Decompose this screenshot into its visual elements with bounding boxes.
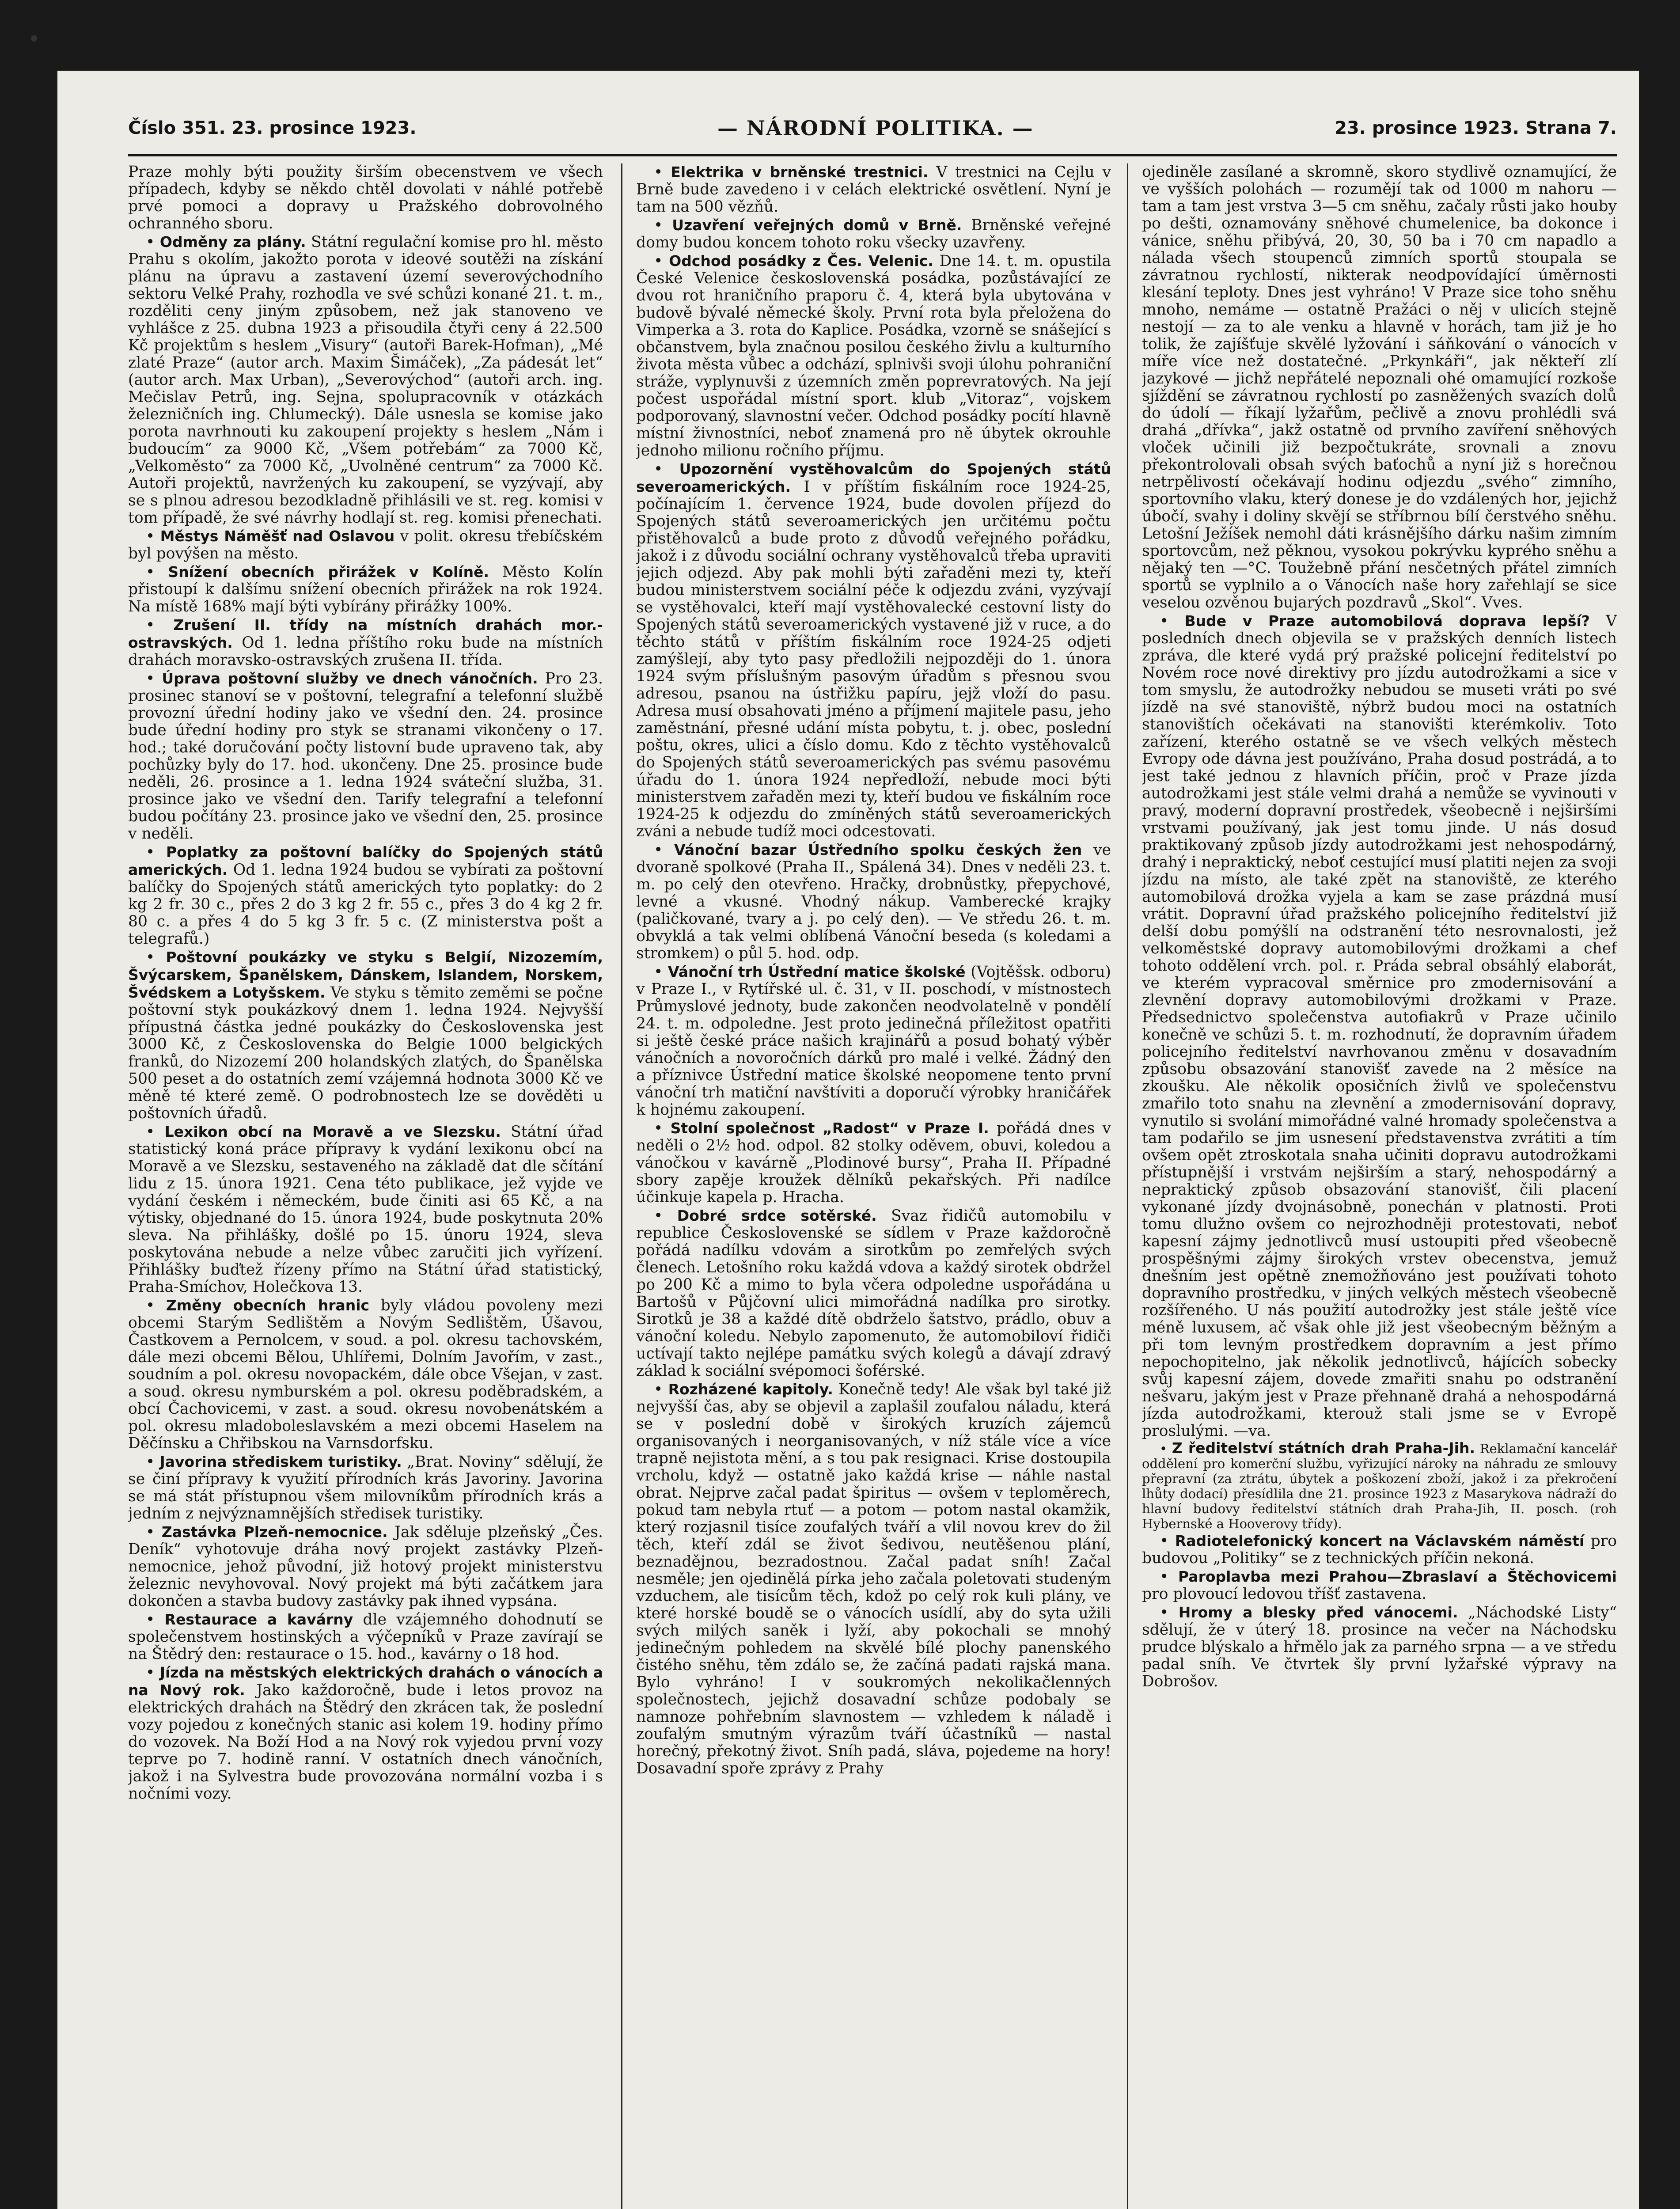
article-heading: Poštovní poukázky ve styku s Belgií, Nizozemím, Švýcarskem, Španělskem, Dánskem, Islandem, Norskem, Švédskem a Lotyšskem. (128, 949, 603, 1001)
article-text: Praze mohly býti použity širším obecenstvem ve všech případech, kdyby se někdo chtěl dovolati v náhlé potřebě prvé pomoci a dopravy u Pražského dobrovolného ochranného sboru. (128, 163, 603, 232)
article-text: „Brat. Noviny“ sdělují, že se činí přípravy k využití přírodních krás Javoriny. Javorina se má stát přístupnou všem milovníkům přírodních krás a jedním z nejvýznamnějších středisek turistiky. (128, 1453, 603, 1522)
article-text: Státní regulační komise pro hl. město Prahu s okolím, jakožto porota v ideové soutěži na získání plánu na úpravu a zastavení území severovýchodního sektoru Velké Prahy, rozhodla ve své schůzi konané 21. t. m., rozděliti ceny jiným způsobem, než jak stanoveno ve vyhlášce z 25. dubna 1923 a přisoudila čtyři ceny á 22.500 Kč projektům s heslem „Visury“ (autoři Barek-Hofman), „Mé zlaté Praze“ (autor arch. Maxim Šimáček), „Za pádesát let“ (autor arch. Max Urban), „Severovýchod“ (autoři arch. ing. Mečislav Petrů, ing. Sejna, spolupracovník v otázkách železničních ing. Chlumecký). Dále usnesla se komise jako porota navrhnouti ku zakoupení projekty s heslem „Nám i budoucím“ za 9000 Kč, „Všem potřebám“ za 7000 Kč, „Velkoměsto“ za 7000 Kč, „Uvolněné centrum“ za 7000 Kč. Autoři projektů, navržených ku zakoupení, se vyzývají, aby se s plnou adresou bezodkladně přihlásili ve st. reg. komisi v tom případě, že své návrhy hodlají st. reg. komisi přenechati. (128, 233, 603, 527)
article-text: Státní úřad statistický koná práce přípravy k vydání lexikonu obcí na Moravě a ve Slezsku, sestaveného na základě dat dle sčítání lidu z 15. února 1921. Cena této publikace, jež vyjde ve vydání českém i německém, bude činiti asi 65 Kč, a na výtisky, objednané do 15. února 1924, bude poskytnuta 20% sleva. Na přihlášky, došlé po 15. únoru 1924, sleva poskytována nebude a nelze vůbec zaručiti jich vyřízení. Přihlášky buďtež řízeny přímo na Státní úřad statistický, Praha-Smíchov, Holečkova 13. (128, 1123, 603, 1296)
article-paragraph (1142, 163, 1617, 611)
column-2 (636, 163, 1111, 2209)
article-text: Brněnské veřejné domy budou koncem tohoto roku všecky uzavřeny. (636, 216, 1111, 251)
article-heading: Restaurace a kavárny (164, 1611, 353, 1628)
article-paragraph: • Lexikon obcí na Moravě a ve Slezsku. Státní úřad statistický koná práce přípravy k vydání lexikonu obcí na Moravě a ve Slezsku, sestaveného na základě dat dle sčítání lidu z 15. února 1921. Cena této publikace, jež vyjde ve vydání českém i německém, bude činiti asi 65 Kč, a na výtisky, objednané do 15. února 1924, bude poskytnuta 20% sleva. Na přihlášky, došlé po 15. únoru 1924, sleva poskytována nebude a nelze vůbec zaručiti jich vyřízení. Přihlášky buďtež řízeny přímo na Státní úřad statistický, Praha-Smíchov, Holečkova 13. (128, 1123, 603, 1296)
article-heading: Jízda na městských elektrických drahách o vánocích a na Nový rok. (128, 1664, 603, 1699)
article-paragraph: • Odměny za plány. Státní regulační komise pro hl. město Prahu s okolím, jakožto porota v ideové soutěži na získání plánu na úpravu a zastavení území severovýchodního sektoru Velké Prahy, rozhodla ve své schůzi konané 21. t. m., rozděliti ceny jiným způsobem, než jak stanoveno ve vyhlášce z 25. dubna 1923 a přisoudila čtyři ceny á 22.500 Kč projektům s heslem „Visury“ (autoři Barek-Hofman), „Mé zlaté Praze“ (autor arch. Maxim Šimáček), „Za pádesát let“ (autor arch. Max Urban), „Severovýchod“ (autoři arch. ing. Mečislav Petrů, ing. Sejna, spolupracovník v otázkách železničních ing. Chlumecký). Dále usnesla se komise jako porota navrhnouti ku zakoupení projekty s heslem „Nám i budoucím“ za 9000 Kč, „Všem potřebám“ za 7000 Kč, „Velkoměsto“ za 7000 Kč, „Uvolněné centrum“ za 7000 Kč. Autoři projektů, navržených ku zakoupení, se vyzývají, aby se s plnou adresou bezodkladně přihlásili ve st. reg. komisi v tom případě, že své návrhy hodlají st. reg. komisi přenechati. (128, 233, 603, 527)
article-heading: Uzavření veřejných domů v Brně. (672, 216, 962, 234)
article-heading: Vánoční bazar Ústředního spolku českých žen (674, 841, 1082, 858)
article-heading: Snížení obecních přirážek v Kolíně. (168, 563, 489, 581)
article-paragraph: • Poplatky za poštovní balíčky do Spojených států amerických. Od 1. ledna 1924 budou se vybírati za poštovní balíčky do Spojených států amerických tyto poplatky: do 2 kg 2 fr. 30 c., přes 2 do 3 kg 2 fr. 55 c., přes 3 do 4 kg 2 fr. 80 c. a přes 4 do 5 kg 3 fr. 5 c. (Z ministerstva pošt a telegrafů.) (128, 843, 603, 948)
article-heading: Z ředitelství státních drah Praha-Jih. (1172, 1439, 1475, 1457)
article-heading: Hromy a blesky před vánocemi. (1178, 1604, 1458, 1621)
article-paragraph: • Z ředitelství státních drah Praha-Jih. Reklamační kancelář oddělení pro komerční službu, vyřizující nároky na náhradu ze smlouvy přepravní (za ztrátu, úbytek a poškození zboží, jakož i za překročení lhůty dodací) přesídlila dne 21. prosince 1923 z Masarykova nádraží do hlavní budovy ředitelství státních drah Praha-Jih, II. posch. (roh Hybernské a Hooverovy třídy). (1142, 1439, 1617, 1531)
article-heading: Elektrika v brněnské trestnici. (671, 163, 929, 181)
column-1 (128, 163, 603, 2209)
article-text: Od 1. ledna 1924 budou se vybírati za poštovní balíčky do Spojených států amerických tyto poplatky: do 2 kg 2 fr. 30 c., přes 2 do 3 kg 2 fr. 55 c., přes 3 do 4 kg 2 fr. 80 c. a přes 4 do 5 kg 3 fr. 5 c. (Z ministerstva pošt a telegrafů.) (128, 861, 603, 948)
date-page-info: 23. prosince 1923. Strana 7. (1335, 118, 1617, 138)
newspaper-page (57, 71, 1639, 2209)
article-paragraph: • Vánoční bazar Ústředního spolku českých žen ve dvoraně spolkové (Praha II., Spálená 34). Dnes v neděli 23. t. m. po celý den otevřeno. Hračky, drobnůstky, přepychové, levné a vkusné. Vhodný nákup. Vamberecké krajky (paličkované, tvary a j. po celý den). — Ve středu 26. t. m. obvyklá a tak velmi oblíbená Vánoční beseda (s koledami a stromkem) o půl 5. hod. odp. (636, 841, 1111, 962)
article-heading: Zrušení II. třídy na místních drahách mor.-ostravských. (128, 616, 603, 651)
article-paragraph: • Paroplavba mezi Prahou—Zbraslaví a Štěchovicemi pro plovoucí ledovou tříšť zastavena. (1142, 1568, 1617, 1603)
article-text: byly vládou povoleny mezi obcemi Starým Sedlištěm a Novým Sedlištěm, Úšavou, Častkovem a Pernolcem, v soud. a pol. okresu tachovském, dále mezi obcemi Bělou, Uhlířemi, Dolním Javořím, v zast., soudním a pol. okresu novopackém, dále obce Všejan, v zast. a soud. okresu nymburském a pol. okresu poděbradském, a obcí Čachovicemi, v zast. a soud. okresu novobenátském a pol. okresu mladoboleslavském a mezi obcemi Haselem na Děčínsku a Chřibskou na Varnsdorfsku. (128, 1297, 603, 1452)
article-text: Město Kolín přistoupí k dalšímu snížení obecních přirážek na rok 1924. Na místě 168% mají býti vybírány přirážky 100%. (128, 563, 603, 615)
scan-dot (31, 35, 37, 42)
article-text: I v příštím fiskálním roce 1924-25, počínajícím 1. července 1924, bude dovolen příjezd do Spojených států severoamerických jen určitému počtu přistěhovalců a bude proto z důvodů veřejného pořádku, jakož i z důvodu sociální ochrany vystěhovalců třeba upraviti jejich odjezd. Aby pak mohli býti zařaděni mezi ty, kteří budou ministerstvem sociální péče k odjezdu zváni, vyzývají se vystěhovalci, kteří mají vystěhovalecké cestovní listy do Spojených států severoamerických vystavené již v ruce, a do těchto států v příštím fiskálním roce 1924-25 odjeti zamýšlejí, aby tyto pasy předložili nejpozději do 1. února 1924 svým příslušným pasovým úřadům s přesnou svou adresou, psanou na ústřižku papíru, jejž vloží do pasu. Adresa musí obsahovati jméno a příjmení majitele pasu, jeho zaměstnání, přesné udání místa pobytu, t. j. obec, poslední poštu, okres, ulici a číslo domu. Kdo z těchto vystěhovalců do Spojených států severoamerických pas svému pasovému úřadu do 1. února 1924 nepředloží, nebude moci býti ministerstvem zařaděn mezi ty, kteří budou ve fiskálním roce 1924-25 k odjezdu do zmíněných států severoamerických zváni a nebude tudíž moci odcestovati. (636, 478, 1111, 840)
article-text: Jako každoročně, bude i letos provoz na elektrických drahách na Štědrý den zkrácen tak, že poslední vozy pojedou z konečných stanic asi kolem 19. hodiny přímo do vozovek. Na Boží Hod a na Nový rok vyjedou první vozy teprve po 7. hodině ranní. V ostatních dnech vánočních, jakož i na Sylvestra bude provozována normální vozba i s nočními vozy. (128, 1681, 603, 1803)
column-divider (1127, 163, 1128, 2209)
article-text: ojediněle zasílané a skromně, skoro stydlivě oznamující, že ve vyšších polohách — rozumějí tak od 1000 m nahoru — tam a tam jest vrstva 3—5 cm sněhu, začaly růsti jako houby po dešti, oznamovány sněhové chumelenice, ba dokonce i vánice, sněhu přibývá, 20, 30, 50 ba i 70 cm napadlo a nálada všech stoupenců zimních sportů stoupala se závratnou rychlostí, nikterak neodpovídající úměrnosti klesání teploty. Dnes jest vyhráno! V Praze sice toho sněhu mnoho, nemáme — ostatně Pražáci o něj v ulicích stejně nestojí — za to ale venku a hlavně v horách, tam již je ho tolik, že zajíšťuje skvělé lyžování i sáňkování o vánocích v míře více než dostatečné. „Prkynkáři“, jak někteří zlí jazykové — jichž nepřátelé nepoznali ohé omamující rozkoše sjíždění se závratnou rychlostí po zasněžených svazích dolů do údolí — říkají lyžařům, pečlivě a znovu prohlédli svá drahá „dřívka“, jakž ostatně od prvního zavíření sněhových vloček učinili již bezpočtukráte, srovnali a znovu překontrolovali obsah svých baťochů a nyní již s horečnou netrpělivostí očekávají hodinu odjezdu „svého“ zimního, sportovního vlaku, který donese je do vzdálených hor, jejichž úbočí, svahy i doliny skvějí se stříbrnou bílí čerstvého sněhu. Letošní Ježíšek nemohl dáti krásnějšího dárku našim zimním sportovcům, než pěknou, vysokou pokrývku kyprého sněhu a nějaký ten —°C. Toužebně přání nesčetných přátel zimních sportů se vyplnilo a o Vánocích naše hory zařehlají se sice veselou ozvěnou bujarých pozdravů „Skol“. Vves. (1142, 163, 1617, 611)
article-text: Pro 23. prosinec stanoví se v poštovní, telegrafní a telefonní službě provozní úřední hodiny jako ve všední den. 24. prosince bude úřední hodiny pro styk se stranami vikončeny o 17. hod.; také doručování počty listovní bude upraveno tak, aby pochůzky byly do 17. hod. ukončeny. Dne 25. prosince bude neděli, 26. prosince a 1. ledna 1924 sváteční služba, 31. prosince jako ve všední den. Tarify telegrafní a telefonní budou počítány 23. prosince jako ve všední den, 25. prosince v neděli. (128, 670, 603, 843)
article-heading: Úprava poštovní služby ve dnech vánočních. (162, 670, 538, 687)
article-text: Od 1. ledna příštího roku bude na místních drahách moravsko-ostravských zrušena II. třída. (128, 634, 603, 669)
column-3 (1142, 163, 1617, 2209)
article-paragraph (128, 163, 603, 232)
header-rule (128, 154, 1617, 156)
article-paragraph: • Snížení obecních přirážek v Kolíně. Město Kolín přistoupí k dalšímu snížení obecních přirážek na rok 1924. Na místě 168% mají býti vybírány přirážky 100%. (128, 563, 603, 615)
article-heading: Upozornění vystěhovalcům do Spojených států severoamerických. (636, 460, 1111, 495)
article-heading: Vánoční trh Ústřední matice školské (668, 963, 966, 980)
article-paragraph: • Úprava poštovní služby ve dnech vánočních. Pro 23. prosinec stanoví se v poštovní, telegrafní a telefonní službě provozní úřední hodiny jako ve všední den. 24. prosince bude úřední hodiny pro styk se stranami vikončeny o 17. hod.; také doručování počty listovní bude upraveno tak, aby pochůzky byly do 17. hod. ukončeny. Dne 25. prosince bude neděli, 26. prosince a 1. ledna 1924 sváteční služba, 31. prosince jako ve všední den. Tarify telegrafní a telefonní budou počítány 23. prosince jako ve všední den, 25. prosince v neděli. (128, 670, 603, 843)
article-text: Konečně tedy! Ale však byl také již nejvyšší čas, aby se objevil a zaplašil zoufalou náladu, která se v poslední době v širokých kruzích zájemců organisovaných i neorganisovaných, v níž stále více a více trapně nejistota mění, a s tou pak resignaci. Krise dostoupila vrcholu, když — ostatně jako každá krise — náhle nastal obrat. Nejprve začal padat špiritus — ovšem v teploměrech, pokud tam nebyla rtuť — a potom — potom nastal okamžik, který rozjasnil tisíce zoufalých tváří a vlil novou krev do žil těch, kteří zdál se život šedivou, neutěšenou plání, beznadějnou, bezradostnou. Začal padat sníh! Začal nesměle; jen ojedinělá pírka jeho začala poletovati studeným vzduchem, ale tisícům těch, kdož po celý rok kuli plány, ve které horské boudě se o vánocích usídlí, aby do syta užili svých milých saněk i lyží, aby pokochali se mnohý jedinečným pohledem na skvělé bílé plochy panenského čistého sněhu, těm zdálo se, že začíná padati rajská mana. Bylo vyhráno! I v soukromých nekolikačlenných společnostech, jejichž dosavadní schůze podobaly se namnoze pohřebním slavnostem — vzhledem k náladě i zoufalým smutným výrazům tváří účastníků — nastal horečný, překotný život. Sníh padá, sláva, pojedeme na hory! Dosavadní spoře zprávy z Prahy (636, 1381, 1111, 1777)
article-text: ve dvoraně spolkové (Praha II., Spálená 34). Dnes v neděli 23. t. m. po celý den otevřeno. Hračky, drobnůstky, přepychové, levné a vkusné. Vhodný nákup. Vamberecké krajky (paličkované, tvary a j. po celý den). — Ve středu 26. t. m. obvyklá a tak velmi oblíbená Vánoční beseda (s koledami a stromkem) o půl 5. hod. odp. (636, 841, 1111, 962)
article-paragraph: • Změny obecních hranic byly vládou povoleny mezi obcemi Starým Sedlištěm a Novým Sedlištěm, Úšavou, Častkovem a Pernolcem, v soud. a pol. okresu tachovském, dále mezi obcemi Bělou, Uhlířemi, Dolním Javořím, v zast., soudním a pol. okresu novopackém, dále obce Všejan, v zast. a soud. okresu nymburském a pol. okresu poděbradském, a obcí Čachovicemi, v zast. a soud. okresu novobenátském a pol. okresu mladoboleslavském a mezi obcemi Haselem na Děčínsku a Chřibskou na Varnsdorfsku. (128, 1297, 603, 1452)
article-heading: Lexikon obcí na Moravě a ve Slezsku. (164, 1123, 501, 1140)
article-text: pořádá dnes v neděli o 2½ hod. odpol. 82 stolky oděvem, obuvi, koledou a vánočkou v kavárně „Plodinové bursy“, Praha II. Případné sbory zapěje kroužek dělníků pekařských. Při nadílce účinkuje kapela p. Hracha. (636, 1120, 1111, 1206)
article-paragraph: • Upozornění vystěhovalcům do Spojených států severoamerických. I v příštím fiskálním roce 1924-25, počínajícím 1. července 1924, bude dovolen příjezd do Spojených států severoamerických jen určitému počtu přistěhovalců a bude proto z důvodů veřejného pořádku, jakož i z důvodu sociální ochrany vystěhovalců třeba upraviti jejich odjezd. Aby pak mohli býti zařaděni mezi ty, kteří budou ministerstvem sociální péče k odjezdu zváni, vyzývají se vystěhovalci, kteří mají vystěhovalecké cestovní listy do Spojených států severoamerických vystavené již v ruce, a do těchto států v příštím fiskálním roce 1924-25 odjeti zamýšlejí, aby tyto pasy předložili nejpozději do 1. února 1924 svým příslušným pasovým úřadům s přesnou svou adresou, psanou na ústřižku papíru, jejž vloží do pasu. Adresa musí obsahovati jméno a příjmení majitele pasu, jeho zaměstnání, přesné udání místa pobytu, t. j. obec, poslední poštu, okres, ulici a číslo domu. Kdo z těchto vystěhovalců do Spojených států severoamerických pas svému pasovému úřadu do 1. února 1924 nepředloží, nebude moci býti ministerstvem zařaděn mezi ty, kteří budou ve fiskálním roce 1924-25 k odjezdu do zmíněných států severoamerických zváni a nebude tudíž moci odcestovati. (636, 460, 1111, 840)
article-paragraph: • Dobré srdce sotěrské. Svaz řidičů automobilu v republice Československé se sídlem v Praze každoročně pořádá nadílku vdovám a sirotkům po zemřelých svých členech. Letošního roku každá vdova a každý sirotek obdržel po 200 Kč a mimo to byla včera odpoledne uspořádána u Bartošů v Půjčovní ulici mimořádná nadílka pro sirotky. Sirotků je 38 a každé dítě obdrželo šatstvo, prádlo, obuv a vánoční koledu. Nebylo zapomenuto, že automobiloví řidiči uctívají takto nejlépe památku svých kolegů a dávají zdravý základ k sociální svépomoci šoférské. (636, 1207, 1111, 1380)
article-text: Reklamační kancelář oddělení pro komerční službu, vyřizující nároky na náhradu ze smlouvy přepravní (za ztrátu, úbytek a poškození zboží, jakož i za překročení lhůty dodací) přesídlila dne 21. prosince 1923 z Masarykova nádraží do hlavní budovy ředitelství státních drah Praha-Jih, II. posch. (roh Hybernské a Hooverovy třídy). (1142, 1441, 1617, 1531)
article-paragraph: • Zastávka Plzeň-nemocnice. Jak sděluje plzeňský „Čes. Deník“ vyhotovuje dráha nový projekt zastávky Plzeň-nemocnice, jehož původní, již hotový projekt ministerstvu železnic nevyhovoval. Nový projekt má býti začátkem jara dokončen a stavba budovy zastávky pak ihned vypsána. (128, 1523, 603, 1610)
article-text: Svaz řidičů automobilu v republice Československé se sídlem v Praze každoročně pořádá nadílku vdovám a sirotkům po zemřelých svých členech. Letošního roku každá vdova a každý sirotek obdržel po 200 Kč a mimo to byla včera odpoledne uspořádána u Bartošů v Půjčovní ulici mimořádná nadílka pro sirotky. Sirotků je 38 a každé dítě obdrželo šatstvo, prádlo, obuv a vánoční koledu. Nebylo zapomenuto, že automobiloví řidiči uctívají takto nejlépe památku svých kolegů a dávají zdravý základ k sociální svépomoci šoférské. (636, 1207, 1111, 1380)
article-text: Dne 14. t. m. opustila České Velenice československá posádka, pozůstávající ze dvou rot hraničního praporu č. 4, která byla ubytována v budově bývalé německé školy. První rota byla přeložena do Vimperka a 3. rota do Kaplice. Posádka, vzorně se snášející s občanstvem, byla značnou posilou českého živlu a kulturního života města vůbec a odchází, splnivši svoji úlohu pohraniční stráže, vyplynuvši z územních změn poprevratových. Na její počest uspořádal místní sport. klub „Vitoraz“, vojskem podporovaný, slavnostní večer. Odchod posádky pocítí hlavně místní živnostníci, neboť znamená pro ně úbytek okrouhle jednoho milionu ročního příjmu. (636, 252, 1111, 459)
article-paragraph: • Jízda na městských elektrických drahách o vánocích a na Nový rok. Jako každoročně, bude i letos provoz na elektrických drahách na Štědrý den zkrácen tak, že poslední vozy pojedou z konečných stanic asi kolem 19. hodiny přímo do vozovek. Na Boží Hod a na Nový rok vyjedou první vozy teprve po 7. hodině ranní. V ostatních dnech vánočních, jakož i na Sylvestra bude provozována normální vozba i s nočními vozy. (128, 1664, 603, 1803)
article-text: pro budovou „Politiky“ se z technických příčin nekoná. (1142, 1532, 1617, 1567)
article-heading: Poplatky za poštovní balíčky do Spojených států amerických. (128, 843, 603, 878)
article-paragraph: • Vánoční trh Ústřední matice školské (Vojtěšsk. odboru) v Praze I., v Rytířské ul. č. 31, v II. poschodí, v místnostech Průmyslové jednoty, bude zakončen neodvolatelně v pondělí 24. t. m. odpoledne. Jest proto jedinečná příležitost opatřiti si ještě české práce našich krajinářů a posud bohatý výběr vánočních a novoročních dárků pro malé i velké. Žádný den a příznivce Ústřední matice školské neopomene tento první vánoční trh matiční navštíviti a doporučí výrobky hraničářek k hojnému zakoupení. (636, 963, 1111, 1119)
article-paragraph: • Javorina střediskem turistiky. „Brat. Noviny“ sdělují, že se činí přípravy k využití přírodních krás Javoriny. Javorina se má stát přístupnou všem milovníkům přírodních krás a jedním z nejvýznamnějších středisek turistiky. (128, 1453, 603, 1522)
article-heading: Stolní společnost „Radost“ v Praze I. (670, 1120, 989, 1137)
article-heading: Radiotelefonický koncert na Václavském náměstí (1175, 1532, 1585, 1549)
article-heading: Zastávka Plzeň-nemocnice. (161, 1523, 388, 1541)
article-text: dle vzájemného dohodnutí se společenstvem hostinských a výčepníků v Praze zavírají se na Štědrý den: restaurace o 15. hod., kavárny o 18 hod. (128, 1611, 603, 1663)
article-paragraph: • Restaurace a kavárny dle vzájemného dohodnutí se společenstvem hostinských a výčepníků v Praze zavírají se na Štědrý den: restaurace o 15. hod., kavárny o 18 hod. (128, 1611, 603, 1663)
article-heading: Rozházené kapitoly. (668, 1381, 833, 1398)
article-heading: Paroplavba mezi Prahou—Zbraslaví a Štěchovicemi (1178, 1568, 1617, 1585)
article-heading: Javorina střediskem turistiky. (159, 1453, 402, 1470)
article-paragraph: • Bude v Praze automobilová doprava lepší? V posledních dnech objevila se v pražských denních listech zpráva, dle které vydá prý pražské policejní ředitelství po Novém roce nové direktivy pro jízdu autodrožkami a sice v tom smyslu, že autodrožky nebudou se museti vráti po své jízdě na své stanoviště, nýbrž budou moci na ostatních stanovištích očekávati na stanovišti kterémkoliv. Toto zařízení, kterého ostatně se ve všech velkých městech Evropy ode dávna jest používáno, Praha dosud postrádá, a to jest také jednou z hlavních příčin, proč v Praze jízda autodrožkami jest stále velmi drahá a nemůže se vyvinouti v pravý, moderní dopravní prostředek, všeobecně i nejširšími vrstvami používaný, jak jest tomu jinde. U nás dosud praktikovaný způsob jízdy autodrožkami jest nehospodárný, drahý i nepraktický, neboť cestující musí platiti nejen za svoji jízdu na místo, ale také zpět na stanoviště, ze kterého automobilová drožka vyjela a kam se zase prázdná musí vrátit. Dopravní úřad pražského policejního ředitelství již delší dobu pomýšlí na odstranění této nesrovnalosti, jež velkoměstské dopravy automobilovými drožkami a chef tohoto oddělení vrch. pol. r. Práda sebral obsáhlý elaborát, ve kterém vypracoval směrnice pro zmodernisování a zlevnění dopravy automobilovými drožkami v Praze. Předsednictvo společenstva autofiakrů v Praze učinilo konečně ve schůzi 5. t. m. rozhodnutí, že dopravním úřadem policejního ředitelství navrhovanou změnu v dosavadním způsobu obsazování stanovišť zavede na 2 měsíce na zkoušku. Ale několik oposičních živlů ve společenstvu zmařilo toto snahu na zlevnění a zmodernisování dopravy, vynutilo si svolání mimořádné valné hromady společenstva a tam podařilo se jim usnesení představenstva zvrátiti a tím ovšem opět ztroskotala snaha učiniti dopravu autodrožkami přístupnější i vrstvám nejširším a starý, nehospodárný a nepraktický způsob obsazování stanovišť, čili placení vykonané jízdy dvojnásobně, ponechán v platnosti. Proti tomu dlužno ovšem co nejrozhodněji protestovati, neboť kapesní zájmy jednotlivců musí ustoupiti před všeobecně prospěšnými zájmy širokých vrstev obecenstva, jemuž dnešním jest opětně znemožňováno jest používati tohoto dopravního prostředku, v jiných velkých městech všeobecně rozšířeného. U nás použití autodrožky jest stále ještě více méně luxusem, ač však ohle již jest všeobecným běžným a při tom levným prostředkem dopravním a jest přímo nepochopitelno, jak několik jednotlivců, hájících sobecky svůj kapesní zájem, dovede zmařiti snahu po odstranění nešvaru, jakým jest v Praze přehnaně drahá a nehospodárná jízda autodrožkami, kterouž stali jsme se v Evropě proslulými. —va. (1142, 612, 1617, 1440)
article-text: „Náchodské Listy“ sdělují, že v úterý 18. prosince na večer na Náchodsku prudce blýskalo a hřmělo jak za parného srpna — a ve středu padal sníh. Ve čtvrtek šly první lyžařské výpravy na Dobrošov. (1142, 1604, 1617, 1690)
article-text: Ve styku s těmito zeměmi se počne poštovní styk poukázkový dnem 1. ledna 1924. Nejvyšší přípustná částka jedné poukázky do Československa jest 3000 Kč, z Československa do Belgie 1000 belgických franků, do Nizozemí 200 holandských zlatých, do Španělska 500 peset a do ostatních zemí vzájemná hodnota 3000 Kč ve měně té které země. O podrobnostech lze se dověděti u poštovních úřadů. (128, 984, 603, 1122)
article-paragraph: • Zrušení II. třídy na místních drahách mor.-ostravských. Od 1. ledna příštího roku bude na místních drahách moravsko-ostravských zrušena II. třída. (128, 616, 603, 669)
article-paragraph: • Stolní společnost „Radost“ v Praze I. pořádá dnes v neděli o 2½ hod. odpol. 82 stolky oděvem, obuvi, koledou a vánočkou v kavárně „Plodinové bursy“, Praha II. Případné sbory zapěje kroužek dělníků pekařských. Při nadílce účinkuje kapela p. Hracha. (636, 1120, 1111, 1206)
article-paragraph: • Radiotelefonický koncert na Václavském náměstí pro budovou „Politiky“ se z technických příčin nekoná. (1142, 1532, 1617, 1567)
article-paragraph: • Odchod posádky z Čes. Velenic. Dne 14. t. m. opustila České Velenice československá posádka, pozůstávající ze dvou rot hraničního praporu č. 4, která byla ubytována v budově bývalé německé školy. První rota byla přeložena do Vimperka a 3. rota do Kaplice. Posádka, vzorně se snášející s občanstvem, byla značnou posilou českého živlu a kulturního života města vůbec a odchází, splnivši svoji úlohu pohraniční stráže, vyplynuvši z územních změn poprevratových. Na její počest uspořádal místní sport. klub „Vitoraz“, vojskem podporovaný, slavnostní večer. Odchod posádky pocítí hlavně místní živnostníci, neboť znamená pro ně úbytek okrouhle jednoho milionu ročního příjmu. (636, 252, 1111, 459)
masthead: — NÁRODNÍ POLITIKA. — (717, 116, 1034, 140)
article-heading: Změny obecních hranic (166, 1297, 370, 1314)
article-paragraph: • Poštovní poukázky ve styku s Belgií, Nizozemím, Švýcarskem, Španělskem, Dánskem, Islandem, Norskem, Švédskem a Lotyšskem. Ve styku s těmito zeměmi se počne poštovní styk poukázkový dnem 1. ledna 1924. Nejvyšší přípustná částka jedné poukázky do Československa jest 3000 Kč, z Československa do Belgie 1000 belgických franků, do Nizozemí 200 holandských zlatých, do Španělska 500 peset a do ostatních zemí vzájemná hodnota 3000 Kč ve měně té které země. O podrobnostech lze se dověděti u poštovních úřadů. (128, 949, 603, 1122)
article-text: Jak sděluje plzeňský „Čes. Deník“ vyhotovuje dráha nový projekt zastávky Plzeň-nemocnice, jehož původní, již hotový projekt ministerstvu železnic nevyhovoval. Nový projekt má býti začátkem jara dokončen a stavba budovy zastávky pak ihned vypsána. (128, 1523, 603, 1610)
article-text: V posledních dnech objevila se v pražských denních listech zpráva, dle které vydá prý pražské policejní ředitelství po Novém roce nové direktivy pro jízdu autodrožkami a sice v tom smyslu, že autodrožky nebudou se museti vráti po své jízdě na své stanoviště, nýbrž budou moci na ostatních stanovištích očekávati na stanovišti kterémkoliv. Toto zařízení, kterého ostatně se ve všech velkých městech Evropy ode dávna jest používáno, Praha dosud postrádá, a to jest také jednou z hlavních příčin, proč v Praze jízda autodrožkami jest stále velmi drahá a nemůže se vyvinouti v pravý, moderní dopravní prostředek, všeobecně i nejširšími vrstvami používaný, jak jest tomu jinde. U nás dosud praktikovaný způsob jízdy autodrožkami jest nehospodárný, drahý i nepraktický, neboť cestující musí platiti nejen za svoji jízdu na místo, ale také zpět na stanoviště, ze kterého automobilová drožka vyjela a kam se zase prázdná musí vrátit. Dopravní úřad pražského policejního ředitelství již delší dobu pomýšlí na odstranění této nesrovnalosti, jež velkoměstské dopravy automobilovými drožkami a chef tohoto oddělení vrch. pol. r. Práda sebral obsáhlý elaborát, ve kterém vypracoval směrnice pro zmodernisování a zlevnění dopravy automobilovými drožkami v Praze. Předsednictvo společenstva autofiakrů v Praze učinilo konečně ve schůzi 5. t. m. rozhodnutí, že dopravním úřadem policejního ředitelství navrhovanou změnu v dosavadním způsobu obsazování stanovišť zavede na 2 měsíce na zkoušku. Ale několik oposičních živlů ve společenstvu zmařilo toto snahu na zlevnění a zmodernisování dopravy, vynutilo si svolání mimořádné valné hromady společenstva a tam podařilo se jim usnesení představenstva zvrátiti a tím ovšem opět ztroskotala snaha učiniti dopravu autodrožkami přístupnější i vrstvám nejširším a starý, nehospodárný a nepraktický způsob obsazování stanovišť, čili placení vykonané jízdy dvojnásobně, ponechán v platnosti. Proti tomu dlužno ovšem co nejrozhodněji protestovati, neboť kapesní zájmy jednotlivců musí ustoupiti před všeobecně prospěšnými zájmy širokých vrstev obecenstva, jemuž dnešním jest opětně znemožňováno jest používati tohoto dopravního prostředku, v jiných velkých městech všeobecně rozšířeného. U nás použití autodrožky jest stále ještě více méně luxusem, ač však ohle již jest všeobecným běžným a při tom levným prostředkem dopravním a jest přímo nepochopitelno, jak několik jednotlivců, hájících sobecky svůj kapesní zájem, dovede zmařiti snahu po odstranění nešvaru, jakým jest v Praze přehnaně drahá a nehospodárná jízda autodrožkami, kterouž stali jsme se v Evropě proslulými. —va. (1142, 612, 1617, 1440)
article-text: V trestnici na Cejlu v Brně bude zavedeno i v celách elektrické osvětlení. Nyní je tam na 500 vězňů. (636, 163, 1111, 216)
article-paragraph: • Městys Náměšť nad Oslavou v polit. okresu třebíčském byl povýšen na město. (128, 528, 603, 562)
article-paragraph: • Hromy a blesky před vánocemi. „Náchodské Listy“ sdělují, že v úterý 18. prosince na večer na Náchodsku prudce blýskalo a hřmělo jak za parného srpna — a ve středu padal sníh. Ve čtvrtek šly první lyžařské výpravy na Dobrošov. (1142, 1604, 1617, 1690)
column-divider (621, 163, 622, 2209)
article-paragraph: • Elektrika v brněnské trestnici. V trestnici na Cejlu v Brně bude zavedeno i v celách elektrické osvětlení. Nyní je tam na 500 vězňů. (636, 163, 1111, 216)
article-text: (Vojtěšsk. odboru) v Praze I., v Rytířské ul. č. 31, v II. poschodí, v místnostech Průmyslové jednoty, bude zakončen neodvolatelně v pondělí 24. t. m. odpoledne. Jest proto jedinečná příležitost opatřiti si ještě české práce našich krajinářů a posud bohatý výběr vánočních a novoročních dárků pro malé i velké. Žádný den a příznivce Ústřední matice školské neopomene tento první vánoční trh matiční navštíviti a doporučí výrobky hraničářek k hojnému zakoupení. (636, 963, 1111, 1119)
article-text: pro plovoucí ledovou tříšť zastavena. (1142, 1585, 1427, 1603)
page-header (128, 110, 1617, 146)
article-heading: Bude v Praze automobilová doprava lepší? (1184, 612, 1590, 630)
article-paragraph: • Rozházené kapitoly. Konečně tedy! Ale však byl také již nejvyšší čas, aby se objevil a zaplašil zoufalou náladu, která se v poslední době v širokých kruzích zájemců organisovaných i neorganisovaných, v níž stále více a více trapně nejistota mění, a s tou pak resignaci. Krise dostoupila vrcholu, když — ostatně jako každá krise — náhle nastal obrat. Nejprve začal padat špiritus — ovšem v teploměrech, pokud tam nebyla rtuť — a potom — potom nastal okamžik, který rozjasnil tisíce zoufalých tváří a vlil novou krev do žil těch, kteří zdál se život šedivou, neutěšenou plání, beznadějnou, bezradostnou. Začal padat sníh! Začal nesměle; jen ojedinělá pírka jeho začala poletovati studeným vzduchem, ale tisícům těch, kdož po celý rok kuli plány, ve které horské boudě se o vánocích usídlí, aby do syta užili svých milých saněk i lyží, aby pokochali se mnohý jedinečným pohledem na skvělé bílé plochy panenského čistého sněhu, těm zdálo se, že začíná padati rajská mana. Bylo vyhráno! I v soukromých nekolikačlenných společnostech, jejichž dosavadní schůze podobaly se namnoze pohřebním slavnostem — vzhledem k náladě i zoufalým smutným výrazům tváří účastníků — nastal horečný, překotný život. Sníh padá, sláva, pojedeme na hory! Dosavadní spoře zprávy z Prahy (636, 1381, 1111, 1777)
article-heading: Odměny za plány. (159, 233, 306, 251)
issue-info: Číslo 351. 23. prosince 1923. (128, 118, 417, 138)
article-heading: Odchod posádky z Čes. Velenic. (669, 252, 933, 269)
article-text: v polit. okresu třebíčském byl povýšen na město. (128, 528, 603, 562)
article-paragraph: • Uzavření veřejných domů v Brně. Brněnské veřejné domy budou koncem tohoto roku všecky uzavřeny. (636, 216, 1111, 251)
article-heading: Dobré srdce sotěrské. (677, 1207, 877, 1224)
article-heading: Městys Náměšť nad Oslavou (160, 528, 395, 545)
